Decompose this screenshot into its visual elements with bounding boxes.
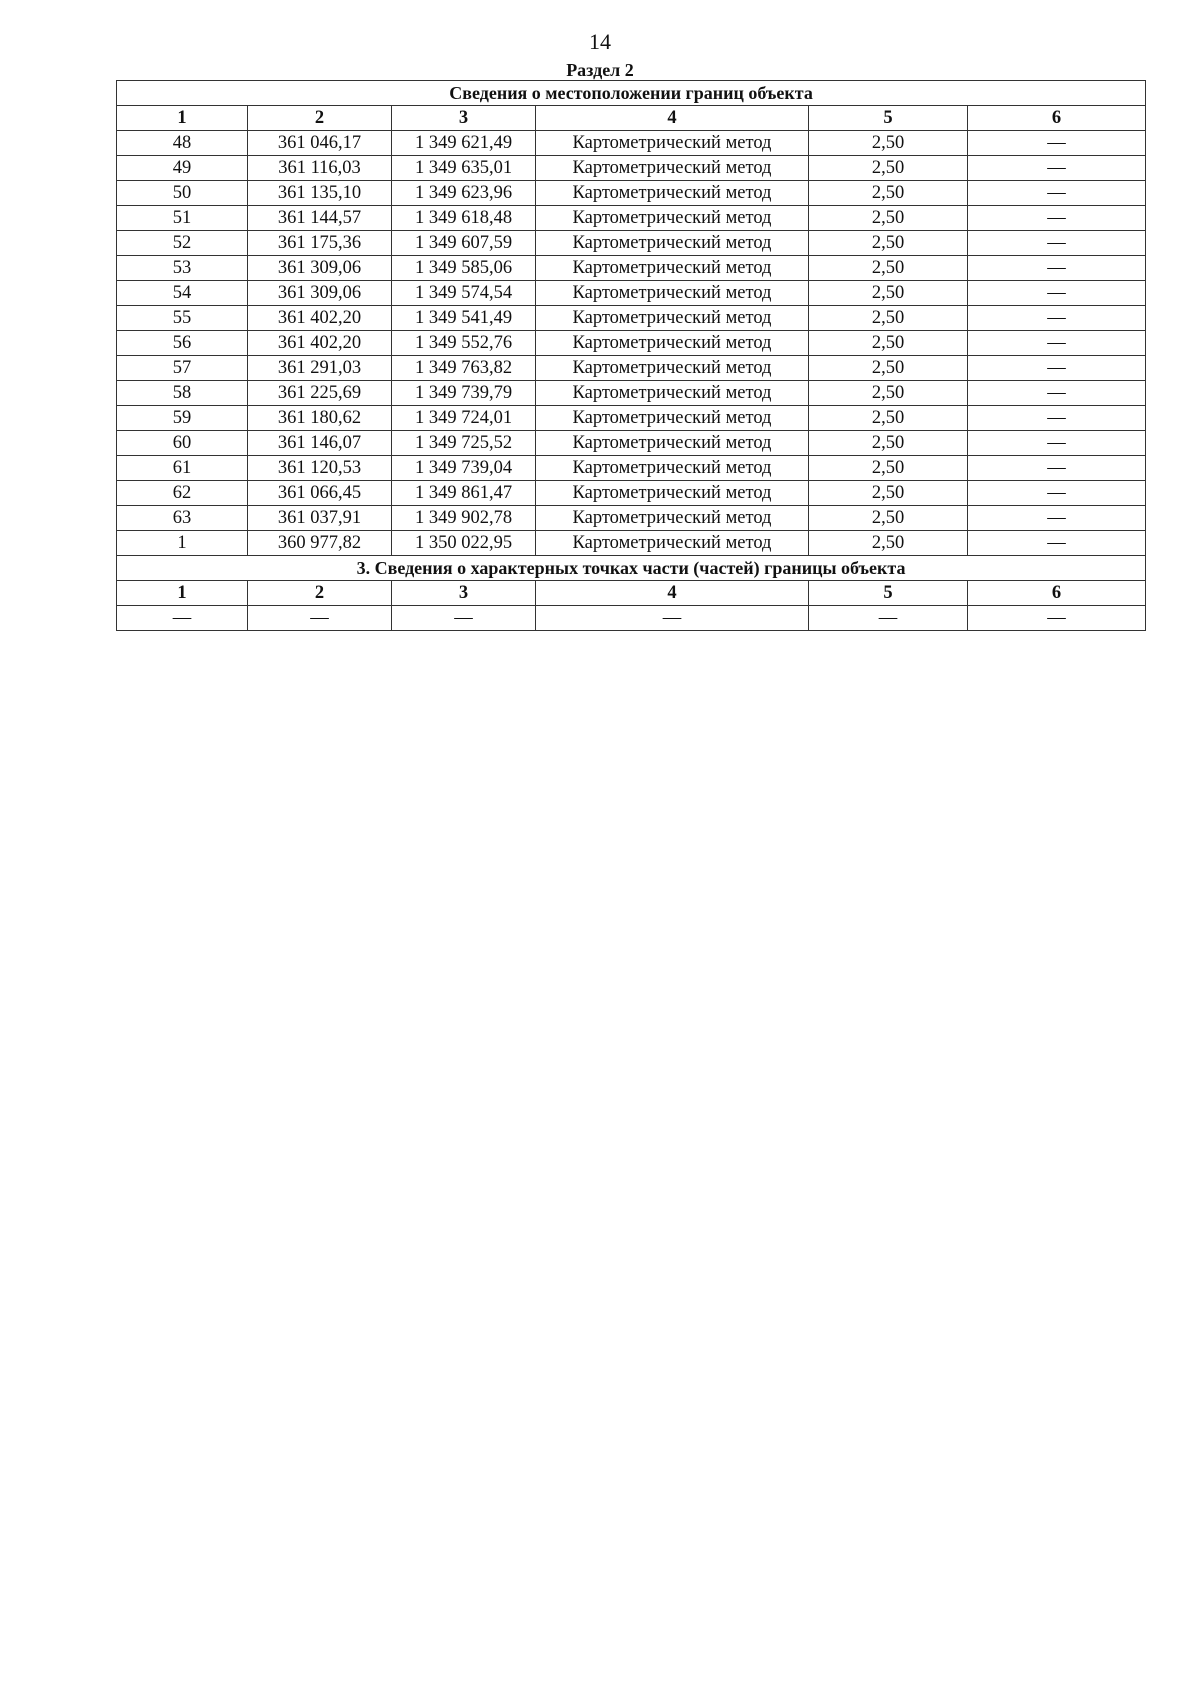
table-cell: 2,50 [809,206,968,231]
table-cell: 1 349 861,47 [392,481,536,506]
column-header: 5 [809,106,968,131]
parts-title-row [117,556,1146,581]
table-cell: Картометрический метод [536,356,809,381]
table-cell: 1 [117,531,248,556]
table-cell: 2,50 [809,456,968,481]
table-row [117,206,1146,231]
table-cell: 361 402,20 [248,331,392,356]
table-cell: 1 349 724,01 [392,406,536,431]
coordinates-table-body [117,81,1146,631]
page-number: 14 [589,29,611,54]
table-cell: 1 349 763,82 [392,356,536,381]
table-cell: Картометрический метод [536,531,809,556]
table-cell: — [968,506,1146,531]
table-cell: Картометрический метод [536,256,809,281]
table-cell: — [968,456,1146,481]
table-cell: — [968,306,1146,331]
table-row [117,506,1146,531]
table-row [117,281,1146,306]
table-cell: 361 120,53 [248,456,392,481]
table-header-row [117,106,1146,131]
table-cell: Картометрический метод [536,431,809,456]
table-cell: 361 180,62 [248,406,392,431]
column-header: 1 [117,106,248,131]
table-cell: Картометрический метод [536,406,809,431]
table-row [117,156,1146,181]
table-cell: 50 [117,181,248,206]
table-title-row [117,81,1146,106]
table-cell: Картометрический метод [536,156,809,181]
column-header: 4 [536,106,809,131]
parts-table-row [117,606,1146,631]
coordinates-table [116,80,1146,631]
table-cell: — [968,606,1146,631]
table-cell: 361 175,36 [248,231,392,256]
table-cell: 361 402,20 [248,306,392,331]
table-cell: Картометрический метод [536,456,809,481]
table-cell: 361 046,17 [248,131,392,156]
parts-table-title: 3. Сведения о характерных точках части (частей) границы объекта [117,556,1146,581]
table-cell: 1 349 739,04 [392,456,536,481]
section-title: Раздел 2 [566,60,634,80]
table-cell: 63 [117,506,248,531]
table-cell: 361 309,06 [248,256,392,281]
table-row [117,306,1146,331]
table-cell: 1 349 725,52 [392,431,536,456]
table-cell: 52 [117,231,248,256]
table-cell: 1 350 022,95 [392,531,536,556]
table-cell: Картометрический метод [536,331,809,356]
table-cell: — [968,131,1146,156]
table-cell: — [392,606,536,631]
table-cell: Картометрический метод [536,481,809,506]
column-header: 2 [248,106,392,131]
table-cell: Картометрический метод [536,206,809,231]
table-cell: 2,50 [809,156,968,181]
table-cell: 2,50 [809,256,968,281]
table-cell: — [536,606,809,631]
table-cell: — [968,356,1146,381]
table-cell: 51 [117,206,248,231]
table-cell: 54 [117,281,248,306]
table-cell: 2,50 [809,331,968,356]
table-cell: — [968,181,1146,206]
table-cell: — [968,256,1146,281]
table-cell: 1 349 607,59 [392,231,536,256]
table-cell: 2,50 [809,281,968,306]
table-cell: 361 135,10 [248,181,392,206]
table-cell: 361 309,06 [248,281,392,306]
column-header: 2 [248,581,392,606]
table-row [117,331,1146,356]
column-header: 6 [968,106,1146,131]
column-header: 6 [968,581,1146,606]
table-cell: — [968,206,1146,231]
table-cell: 53 [117,256,248,281]
table-cell: 361 225,69 [248,381,392,406]
table-cell: 58 [117,381,248,406]
table-cell: 1 349 552,76 [392,331,536,356]
table-cell: 57 [117,356,248,381]
table-row [117,456,1146,481]
table-cell: 60 [117,431,248,456]
table-cell: 2,50 [809,381,968,406]
table-row [117,231,1146,256]
table-cell: Картометрический метод [536,306,809,331]
table-cell: — [117,606,248,631]
table-cell: 59 [117,406,248,431]
column-header: 1 [117,581,248,606]
table-cell: 2,50 [809,506,968,531]
table-cell: — [968,431,1146,456]
parts-header-row [117,581,1146,606]
table-cell: 56 [117,331,248,356]
table-cell: 361 116,03 [248,156,392,181]
table-cell: 2,50 [809,231,968,256]
table-row [117,131,1146,156]
table-cell: — [968,156,1146,181]
table-cell: 2,50 [809,531,968,556]
table-cell: 1 349 618,48 [392,206,536,231]
table-cell: Картометрический метод [536,381,809,406]
table-cell: — [968,481,1146,506]
table-cell: 48 [117,131,248,156]
table-cell: 1 349 574,54 [392,281,536,306]
table-cell: 1 349 541,49 [392,306,536,331]
table-cell: 1 349 739,79 [392,381,536,406]
table-cell: — [809,606,968,631]
column-header: 3 [392,581,536,606]
table-row [117,481,1146,506]
table-cell: Картометрический метод [536,506,809,531]
table-cell: 361 066,45 [248,481,392,506]
table-cell: 2,50 [809,481,968,506]
table-cell: 1 349 621,49 [392,131,536,156]
table-cell: Картометрический метод [536,131,809,156]
table-cell: — [248,606,392,631]
table-cell: — [968,381,1146,406]
table-row [117,256,1146,281]
table-row [117,181,1146,206]
table-cell: 2,50 [809,181,968,206]
table-cell: 2,50 [809,356,968,381]
table-cell: 361 037,91 [248,506,392,531]
table-cell: Картометрический метод [536,281,809,306]
table-row [117,406,1146,431]
table-cell: — [968,231,1146,256]
table-cell: — [968,281,1146,306]
table-cell: 361 144,57 [248,206,392,231]
table-cell: 2,50 [809,131,968,156]
table-cell: 2,50 [809,406,968,431]
column-header: 4 [536,581,809,606]
table-cell: — [968,331,1146,356]
table-cell: Картометрический метод [536,181,809,206]
table-cell: 2,50 [809,431,968,456]
table-cell: 1 349 623,96 [392,181,536,206]
table-cell: 1 349 585,06 [392,256,536,281]
table-cell: — [968,406,1146,431]
table-cell: 62 [117,481,248,506]
table-cell: 49 [117,156,248,181]
table-cell: 361 291,03 [248,356,392,381]
column-header: 5 [809,581,968,606]
table-row [117,381,1146,406]
table-row [117,356,1146,381]
table-cell: 360 977,82 [248,531,392,556]
table-cell: 2,50 [809,306,968,331]
table-cell: 61 [117,456,248,481]
boundary-table-title: Сведения о местоположении границ объекта [117,81,1146,106]
table-cell: 1 349 635,01 [392,156,536,181]
table-cell: Картометрический метод [536,231,809,256]
table-cell: 1 349 902,78 [392,506,536,531]
table-row [117,431,1146,456]
column-header: 3 [392,106,536,131]
table-cell: 55 [117,306,248,331]
table-row [117,531,1146,556]
table-cell: — [968,531,1146,556]
table-cell: 361 146,07 [248,431,392,456]
